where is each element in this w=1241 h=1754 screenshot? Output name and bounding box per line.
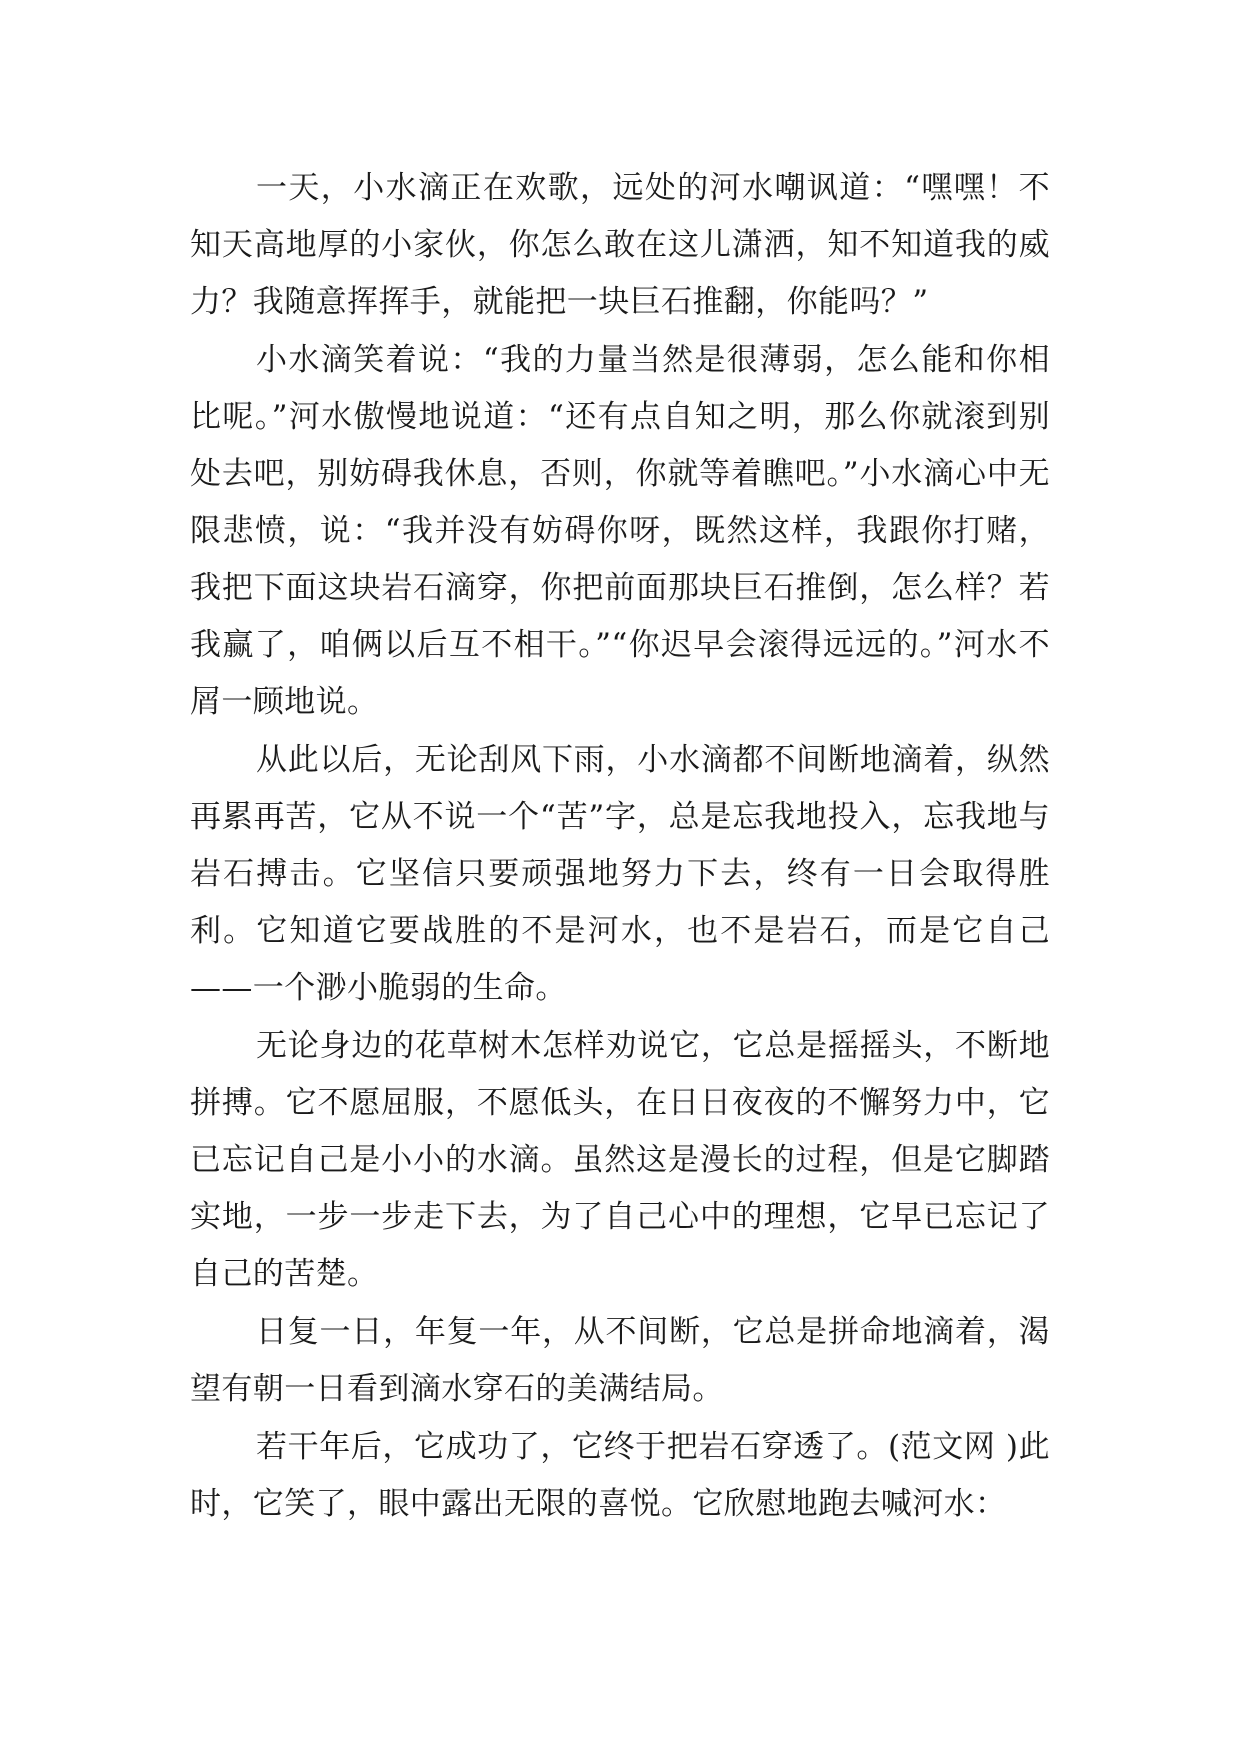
document-body — [190, 160, 1050, 1534]
paragraph-4: 无论身边的花草树木怎样劝说它，它总是摇摇头，不断地拼搏。它不愿屈服，不愿低头，在日日夜夜的不懈努力中，它已忘记自己是小小的水滴。虽然这是漫长的过程，但是它脚踏实地，一步一步走下去，为了自己心中的理想，它早已忘记了自己的苦楚。 — [190, 1028, 1050, 1292]
paragraph-1: 一天，小水滴正在欢歌，远处的河水嘲讽道：“嘿嘿！不知天高地厚的小家伙，你怎么敢在这儿潇洒，知不知道我的威力？我随意挥挥手，就能把一块巨石推翻，你能吗？” — [190, 170, 1050, 320]
paragraph-2: 小水滴笑着说：“我的力量当然是很薄弱，怎么能和你相比呢。”河水傲慢地说道：“还有点自知之明，那么你就滚到别处去吧，别妨碍我休息，否则，你就等着瞧吧。”小水滴心中无限悲愤，说：“我并没有妨碍你呀，既然这样，我跟你打赌，我把下面这块岩石滴穿，你把前面那块巨石推倒，怎么样？若我赢了，咱俩以后互不相干。”“你迟早会滚得远远的。”河水不屑一顾地说。 — [190, 342, 1050, 720]
paragraph-6: 若干年后，它成功了，它终于把岩石穿透了。(范文网 )此时，它笑了，眼中露出无限的喜悦。它欣慰地跑去喊河水： — [190, 1429, 1050, 1522]
paragraph-5: 日复一日，年复一年，从不间断，它总是拼命地滴着，渴望有朝一日看到滴水穿石的美满结局。 — [190, 1314, 1050, 1407]
paragraph-3: 从此以后，无论刮风下雨，小水滴都不间断地滴着，纵然再累再苦，它从不说一个“苦”字，总是忘我地投入，忘我地与岩石搏击。它坚信只要顽强地努力下去，终有一日会取得胜利。它知道它要战胜的不是河水，也不是岩石，而是它自己——一个渺小脆弱的生命。 — [190, 742, 1050, 1006]
